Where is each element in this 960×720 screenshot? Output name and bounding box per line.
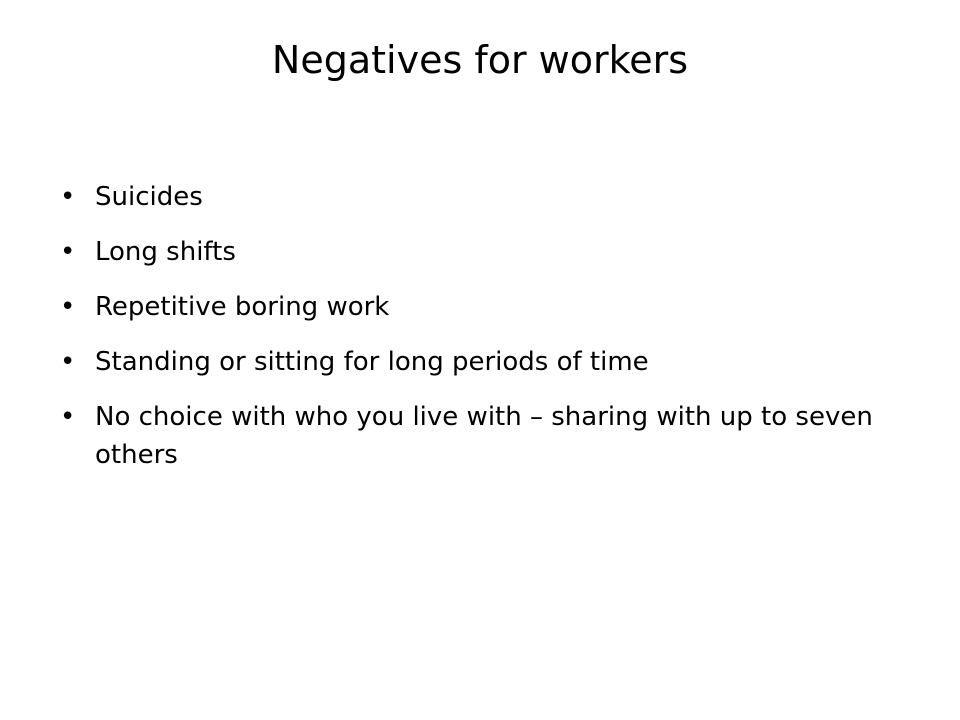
bullet-icon: • bbox=[60, 182, 76, 212]
list-item bbox=[60, 288, 880, 326]
slide-title: Negatives for workers bbox=[271, 38, 689, 82]
bullet-text: Standing or sitting for long periods of time bbox=[95, 347, 649, 377]
bullet-text: No choice with who you live with – sharing with up to seven others bbox=[95, 402, 873, 470]
bullet-list bbox=[60, 178, 880, 491]
list-item bbox=[60, 178, 880, 216]
bullet-icon: • bbox=[60, 402, 76, 432]
bullet-text: Repetitive boring work bbox=[95, 292, 390, 322]
list-item bbox=[60, 343, 880, 381]
bullet-text: Suicides bbox=[95, 182, 203, 212]
list-item bbox=[60, 233, 880, 271]
bullet-icon: • bbox=[60, 237, 76, 267]
list-item bbox=[60, 398, 880, 474]
bullet-icon: • bbox=[60, 347, 76, 377]
bullet-icon: • bbox=[60, 292, 76, 322]
bullet-text: Long shifts bbox=[95, 237, 236, 267]
